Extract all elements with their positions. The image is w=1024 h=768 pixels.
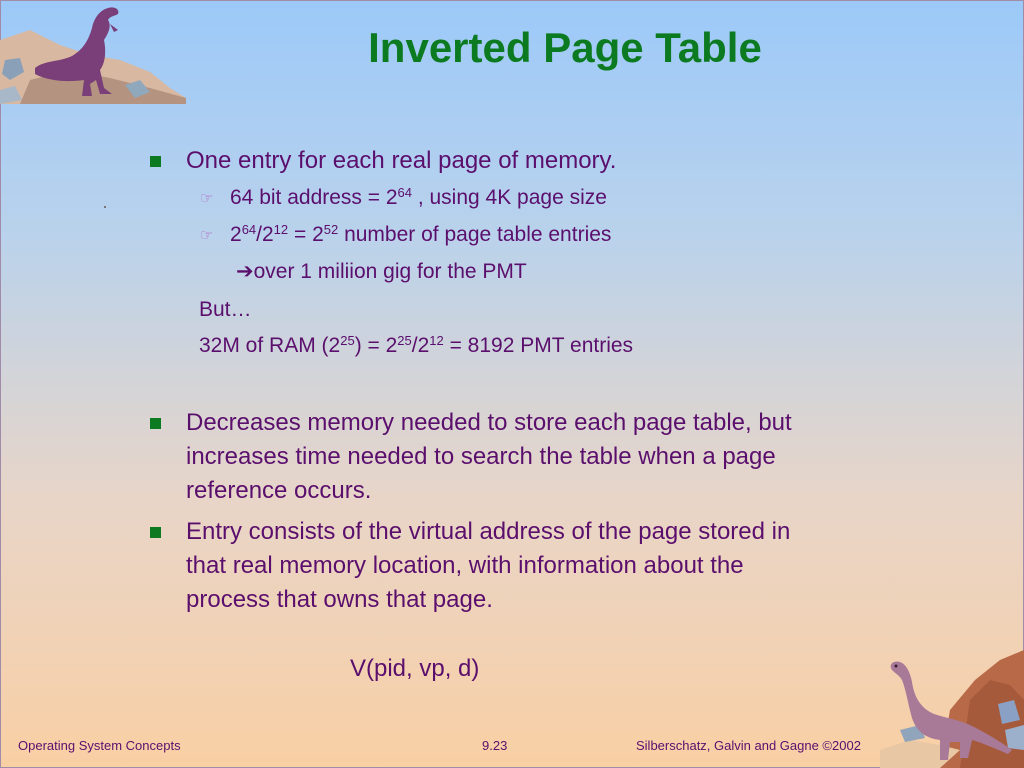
footer-slide-number: 9.23 xyxy=(482,738,508,753)
exponent: 25 xyxy=(340,333,355,348)
bullet-square-icon xyxy=(150,156,161,167)
sub-bullet-address-suffix: , using 4K page size xyxy=(412,186,607,209)
right-arrow-icon: ➔ xyxy=(236,260,254,283)
bullet-3-text xyxy=(186,515,790,617)
footer-course-title: Operating System Concepts xyxy=(18,738,181,753)
bullet-3-line: process that owns that page. xyxy=(186,586,493,613)
bullet-2-line: reference occurs. xyxy=(186,477,372,504)
exponent: 64 xyxy=(397,185,412,200)
bullet-2-line: Decreases memory needed to store each page table, but xyxy=(186,409,792,436)
text-part: = 8192 PMT entries xyxy=(443,334,634,357)
sub-bullet-address-text: 64 bit address = 2 xyxy=(230,186,398,209)
bullet-1-text: One entry for each real page of memory. xyxy=(186,147,617,174)
text-part: = 2 xyxy=(288,223,324,246)
pointing-hand-icon: ☞ xyxy=(200,190,214,207)
stray-mark xyxy=(104,206,106,208)
text-part: number of page table entries xyxy=(338,223,612,246)
bullet-2-text xyxy=(186,406,792,508)
text-part: 32M of RAM (2 xyxy=(199,334,341,357)
sub-bullet-entries xyxy=(230,220,611,250)
footer-copyright: Silberschatz, Galvin and Gagne ©2002 xyxy=(636,738,861,753)
text-part: /2 xyxy=(411,334,430,357)
slide-title: Inverted Page Table xyxy=(368,24,762,71)
bullet-3-line: Entry consists of the virtual address of the page stored in xyxy=(186,518,791,545)
arrow-line xyxy=(236,257,527,287)
text-part: /2 xyxy=(256,223,274,246)
exponent: 12 xyxy=(429,333,444,348)
exponent: 25 xyxy=(397,333,412,348)
exponent: 12 xyxy=(273,222,289,237)
text-part: 2 xyxy=(230,223,242,246)
arrow-line-text: over 1 miliion gig for the PMT xyxy=(253,260,527,283)
bullet-2-line: increases time needed to search the table when a page xyxy=(186,443,776,470)
ram-line xyxy=(199,331,633,361)
bullet-square-icon xyxy=(150,418,161,429)
dinosaur-top-left-illustration xyxy=(0,0,190,110)
text-part: ) = 2 xyxy=(354,334,398,357)
sub-bullet-address xyxy=(230,183,607,213)
bullet-3-line: that real memory location, with information about the xyxy=(186,552,744,579)
exponent: 64 xyxy=(241,222,257,237)
bullet-square-icon xyxy=(150,527,161,538)
but-line: But… xyxy=(199,298,252,321)
dinosaur-bottom-right-illustration xyxy=(880,640,1024,768)
pointing-hand-icon: ☞ xyxy=(200,227,214,244)
address-formula: V(pid, vp, d) xyxy=(350,655,480,682)
exponent: 52 xyxy=(323,222,339,237)
